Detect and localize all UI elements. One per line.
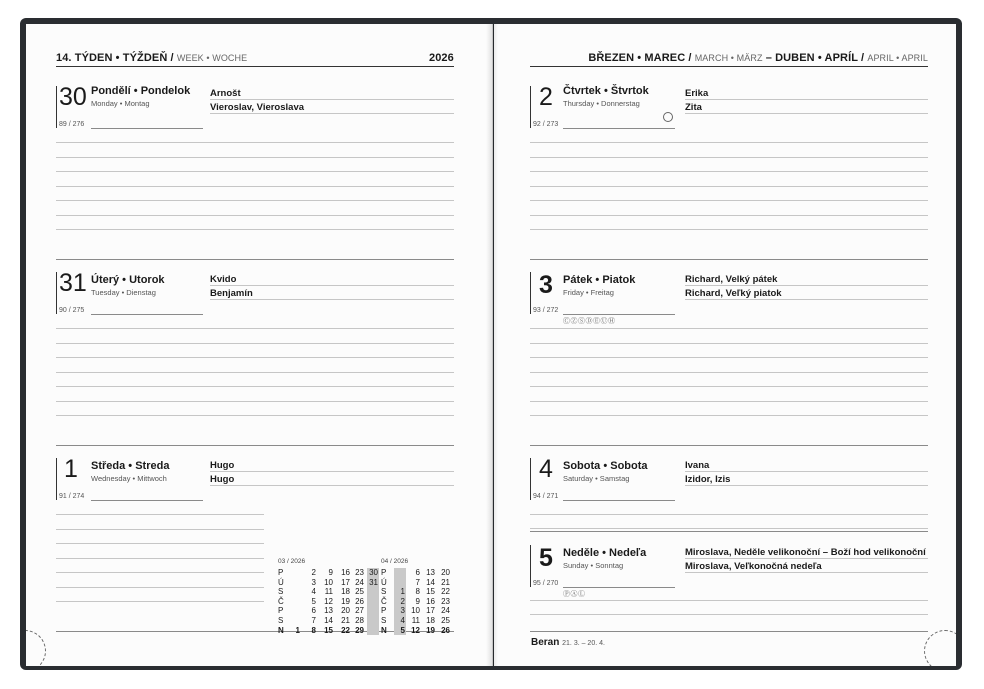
mini-calendar-day: 6 <box>415 568 420 577</box>
mini-calendar-day <box>393 578 405 588</box>
ruled-line <box>685 572 928 573</box>
month1-label: BŘEZEN • MAREC / <box>588 52 692 64</box>
mini-calendar-day: 21 <box>341 615 350 625</box>
day-of-year: 90 / 275 <box>59 307 85 314</box>
mini-calendar-day: 2 <box>400 596 405 606</box>
nameday-cz: Hugo <box>210 460 235 471</box>
ruled-line <box>530 372 928 373</box>
doy-rule <box>91 128 203 129</box>
mini-calendar-day: 3 <box>400 606 405 616</box>
mini-calendar-week-column <box>338 568 350 635</box>
ruled-line <box>685 471 928 472</box>
ruled-line <box>530 186 928 187</box>
ruled-line <box>685 558 928 559</box>
day-bar <box>56 458 57 500</box>
mini-calendar-week-column <box>423 568 435 635</box>
day-of-year: 91 / 274 <box>59 493 85 500</box>
day-of-year: 89 / 276 <box>59 121 85 128</box>
mini-calendar-weekday: S <box>381 615 387 625</box>
day-bar <box>56 272 57 314</box>
ruled-line <box>56 372 454 373</box>
mini-calendar-weekday: P <box>381 568 387 577</box>
mini-calendar-day: 1 <box>295 625 300 635</box>
ruled-line <box>56 200 454 201</box>
mini-calendar-week-column <box>393 568 405 635</box>
doy-rule <box>563 128 675 129</box>
ruled-line <box>530 401 928 402</box>
mini-calendar-weekday: P <box>381 606 387 616</box>
nameday-cz: Ivana <box>685 460 710 471</box>
mini-calendar-day: 15 <box>324 625 333 635</box>
mini-calendar-day: 25 <box>355 587 364 597</box>
ruled-line <box>56 343 454 344</box>
mini-calendar-day <box>366 626 378 636</box>
mini-calendar-day <box>366 597 378 607</box>
mini-calendar-day: 27 <box>355 606 364 616</box>
mini-calendar-day: 9 <box>328 568 333 577</box>
day-name: Úterý • Utorok <box>91 274 165 286</box>
mini-calendar-day: 25 <box>441 615 450 625</box>
mini-calendar-day: 14 <box>324 615 333 625</box>
ruled-line <box>56 572 264 573</box>
nameday-sk: Benjamín <box>210 288 253 299</box>
mini-calendar-day: 24 <box>355 577 364 587</box>
nameday-cz: Richard, Velký pátek <box>685 274 778 285</box>
nameday-cz: Arnošt <box>210 88 241 99</box>
mini-calendar-day: 26 <box>355 596 364 606</box>
mini-calendar-day: 23 <box>441 596 450 606</box>
ruled-line <box>530 415 928 416</box>
ruled-line <box>56 186 454 187</box>
mini-calendar-day: 5 <box>311 596 316 606</box>
day-name-en-de: Tuesday • Dienstag <box>91 288 156 297</box>
doy-rule <box>563 587 675 588</box>
mini-calendar-day <box>366 616 378 626</box>
nameday-sk: Zita <box>685 102 702 113</box>
ruled-line <box>685 485 928 486</box>
mini-calendar-day: 22 <box>441 587 450 597</box>
mini-calendar-day: 20 <box>441 568 450 577</box>
day-name-en-de: Monday • Montag <box>91 99 150 108</box>
header-rule <box>56 66 454 67</box>
mini-calendar-week-column <box>408 568 420 635</box>
mini-calendar-day: 12 <box>411 625 420 635</box>
mini-calendar-weekday: S <box>381 587 387 597</box>
mini-calendar-week-column <box>438 568 450 635</box>
mini-calendar-day: 15 <box>426 587 435 597</box>
ruled-line <box>685 285 928 286</box>
mini-calendar-day <box>366 606 378 616</box>
doy-rule <box>563 500 675 501</box>
nameday-cz: Miroslava, Neděle velikonoční – Boží hod velikonoční <box>685 547 926 558</box>
day-of-year: 93 / 272 <box>533 307 559 314</box>
ruled-line <box>210 285 454 286</box>
ruled-line <box>530 531 928 532</box>
mini-calendar-week-column <box>321 568 333 635</box>
day-name-en-de: Friday • Freitag <box>563 288 614 297</box>
mini-calendar-day: 11 <box>324 587 333 597</box>
mini-calendar-day <box>288 616 300 626</box>
doy-rule <box>91 314 203 315</box>
nameday-cz: Kvido <box>210 274 237 285</box>
mini-calendar-caption: 03 / 2026 <box>278 558 306 565</box>
mini-calendar-day: 6 <box>311 606 316 616</box>
mini-calendar-day: 14 <box>426 577 435 587</box>
header-rule <box>530 66 928 67</box>
mini-calendar-day: 4 <box>311 587 316 597</box>
month2-label-en-de: APRIL • APRIL <box>867 53 928 63</box>
mini-calendar-day: 18 <box>341 587 350 597</box>
ruled-line <box>530 200 928 201</box>
ruled-line <box>530 600 928 601</box>
mini-calendar-day: 16 <box>426 596 435 606</box>
day-number: 2 <box>539 83 553 111</box>
zodiac-name: Beran <box>531 637 560 648</box>
ruled-line <box>56 401 454 402</box>
mini-calendar-day <box>288 587 300 597</box>
nameday-sk: Vieroslav, Vieroslava <box>210 102 305 113</box>
ruled-line <box>56 445 454 446</box>
day-number: 3 <box>539 271 553 299</box>
day-number: 1 <box>64 455 78 483</box>
ruled-line <box>530 142 928 143</box>
mini-calendar-weekdays <box>381 568 393 635</box>
mini-calendar-day: 29 <box>355 625 364 635</box>
day-name-en-de: Saturday • Samstag <box>563 474 630 483</box>
day-number: 5 <box>539 544 553 572</box>
ruled-line <box>56 558 264 559</box>
mini-calendar-week-column <box>352 568 364 635</box>
mini-calendar-day: 2 <box>311 568 316 577</box>
nameday-sk: Izidor, Izis <box>685 474 731 485</box>
ruled-line <box>530 215 928 216</box>
ruled-line <box>530 386 928 387</box>
ruled-line <box>56 415 454 416</box>
mini-calendar-day: 12 <box>324 596 333 606</box>
mini-calendar-day <box>288 578 300 588</box>
ruled-line <box>530 528 928 529</box>
mini-calendar-day <box>393 568 405 578</box>
ruled-line <box>530 445 928 446</box>
day-of-year: 94 / 271 <box>533 493 559 500</box>
mini-calendar-weekday: Ú <box>278 577 284 587</box>
day-bar <box>56 86 57 128</box>
mini-calendar-weekday: P <box>278 606 284 616</box>
week-header <box>56 52 247 64</box>
mini-calendar-day: 10 <box>324 577 333 587</box>
day-name: Neděle • Nedeľa <box>563 547 647 559</box>
mini-calendar-weekday: N <box>278 625 284 635</box>
day-number: 30 <box>59 83 87 111</box>
mini-calendar-day <box>288 568 300 578</box>
month-header <box>588 52 928 64</box>
day-of-year: 92 / 273 <box>533 121 559 128</box>
mini-calendar-day: 4 <box>400 615 405 625</box>
zodiac-range: 21. 3. – 20. 4. <box>562 640 605 647</box>
mini-calendar-day: 21 <box>441 577 450 587</box>
day-number: 31 <box>59 269 87 297</box>
day-name-en-de: Wednesday • Mittwoch <box>91 474 167 483</box>
ruled-line <box>56 543 264 544</box>
ruled-line <box>56 601 264 602</box>
mini-calendar-day: 3 <box>311 577 316 587</box>
mini-calendar-weekday: S <box>278 587 284 597</box>
mini-calendar-day: 30 <box>369 568 378 577</box>
mini-calendar-day: 17 <box>426 606 435 616</box>
mini-calendar-weekday: S <box>278 615 284 625</box>
ruled-line <box>56 328 454 329</box>
day-bar <box>530 545 531 587</box>
mini-calendar-day: 20 <box>341 606 350 616</box>
mini-calendar-day: 17 <box>341 577 350 587</box>
nameday-cz: Erika <box>685 88 709 99</box>
doy-rule <box>563 314 675 315</box>
ruled-line <box>56 229 454 230</box>
mini-calendar-day: 23 <box>355 568 364 577</box>
mini-calendar-weekday: Ú <box>381 577 387 587</box>
right-page <box>494 24 956 666</box>
ruled-line <box>530 171 928 172</box>
day-bar <box>530 86 531 128</box>
mini-calendar-day: 16 <box>341 568 350 577</box>
nameday-sk: Miroslava, Veľkonočná nedeľa <box>685 561 822 572</box>
doy-rule <box>91 500 203 501</box>
month1-label-en-de: MARCH • MÄRZ <box>694 53 763 63</box>
mini-calendar-day: 13 <box>426 568 435 577</box>
day-bar <box>530 272 531 314</box>
ruled-line <box>210 471 454 472</box>
ruled-line <box>56 587 264 588</box>
mini-calendar-day: 19 <box>426 625 435 635</box>
zodiac-footer <box>531 637 605 648</box>
ruled-line <box>210 485 454 486</box>
mini-calendar-caption: 04 / 2026 <box>381 558 409 565</box>
mini-calendar-day <box>288 597 300 607</box>
day-bar <box>530 458 531 500</box>
mini-calendar-day: 10 <box>411 606 420 616</box>
mini-calendar-day: 5 <box>400 625 405 635</box>
ruled-line <box>56 386 454 387</box>
ruled-line <box>530 343 928 344</box>
ruled-line <box>530 328 928 329</box>
holiday-country-icons: ⓅⒶⓁ <box>563 591 586 598</box>
ruled-line <box>530 514 928 515</box>
moon-phase-icon <box>663 112 673 122</box>
page-corner-curl <box>26 630 46 666</box>
day-name-en-de: Sunday • Sonntag <box>563 561 624 570</box>
book-spine <box>486 24 498 666</box>
mini-calendar-day: 13 <box>324 606 333 616</box>
left-page <box>26 24 493 666</box>
nameday-sk: Richard, Veľký piatok <box>685 288 782 299</box>
page-corner-curl <box>924 630 956 666</box>
ruled-line <box>530 157 928 158</box>
month2-label: DUBEN • APRÍL / <box>775 52 865 64</box>
mini-calendar-week-column <box>304 568 316 635</box>
mini-calendar-week-column <box>288 568 300 635</box>
ruled-line <box>56 171 454 172</box>
ruled-line <box>530 614 928 615</box>
mini-calendar-day: 31 <box>369 577 378 587</box>
ruled-line <box>530 631 928 632</box>
mini-calendar-day: 1 <box>400 587 405 597</box>
ruled-line <box>210 299 454 300</box>
holiday-country-icons: ⒸⓏⓈⒹⒺⓊⒽ <box>563 318 616 325</box>
mini-calendar-weekday: N <box>381 625 387 635</box>
nameday-sk: Hugo <box>210 474 235 485</box>
mini-calendar-day: 24 <box>441 606 450 616</box>
day-name: Pondělí • Pondelok <box>91 85 191 97</box>
ruled-line <box>56 142 454 143</box>
mini-calendar-day: 7 <box>415 577 420 587</box>
mini-calendar-week-column <box>366 568 378 635</box>
day-name: Pátek • Piatok <box>563 274 636 286</box>
ruled-line <box>56 357 454 358</box>
mini-calendar-day: 9 <box>415 596 420 606</box>
mini-calendar-day: 28 <box>355 615 364 625</box>
mini-calendar-weekday: P <box>278 568 284 577</box>
day-of-year: 95 / 270 <box>533 580 559 587</box>
day-number: 4 <box>539 455 553 483</box>
ruled-line <box>210 113 454 114</box>
year-label: 2026 <box>429 52 454 64</box>
mini-calendar-day: 8 <box>415 587 420 597</box>
mini-calendar-day: 19 <box>341 596 350 606</box>
ruled-line <box>685 99 928 100</box>
ruled-line <box>56 514 264 515</box>
mini-calendar-day <box>288 606 300 616</box>
mini-calendar-day: 18 <box>426 615 435 625</box>
week-label: 14. TÝDEN • TÝŽDEŇ / <box>56 52 174 64</box>
ruled-line <box>530 229 928 230</box>
day-name: Středa • Streda <box>91 460 170 472</box>
mini-calendar-day: 26 <box>441 625 450 635</box>
ruled-line <box>210 99 454 100</box>
ruled-line <box>56 215 454 216</box>
mini-calendar-day: 7 <box>311 615 316 625</box>
day-name: Čtvrtek • Štvrtok <box>563 85 649 97</box>
ruled-line <box>56 529 264 530</box>
mini-calendar-day: 8 <box>311 625 316 635</box>
month-dash: – <box>765 52 772 64</box>
ruled-line <box>685 113 928 114</box>
day-name-en-de: Thursday • Donnerstag <box>563 99 640 108</box>
ruled-line <box>685 299 928 300</box>
week-label-en-de: WEEK • WOCHE <box>176 53 248 63</box>
mini-calendar-day: 11 <box>411 615 420 625</box>
day-name: Sobota • Sobota <box>563 460 648 472</box>
ruled-line <box>56 157 454 158</box>
ruled-line <box>530 259 928 260</box>
mini-calendar-day <box>366 587 378 597</box>
ruled-line <box>56 259 454 260</box>
ruled-line <box>530 357 928 358</box>
mini-calendar-weekday: Č <box>278 596 284 606</box>
mini-calendar-day: 22 <box>341 625 350 635</box>
mini-calendar-weekday: Č <box>381 596 387 606</box>
